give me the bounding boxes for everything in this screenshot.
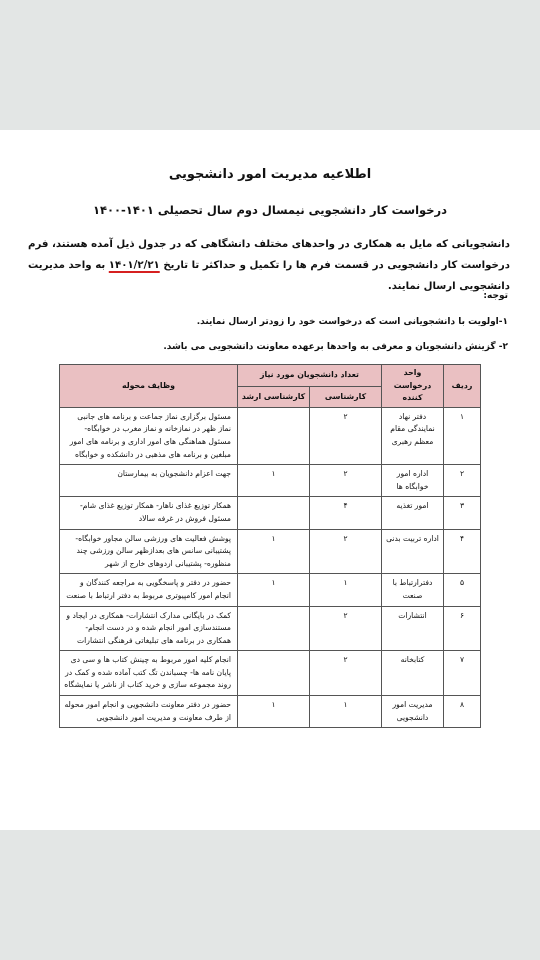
document-page <box>0 130 540 830</box>
requesting-unit: اداره تربیت بدنی <box>382 529 444 574</box>
intro-paragraph <box>28 234 510 297</box>
master-count: ۱ <box>238 465 310 497</box>
student-work-table <box>59 364 481 728</box>
row-number: ۴ <box>444 529 481 574</box>
intro-text-start: دانشجویانی که مایل به همکاری در واحدهای مختلف دانشگاهی که در جدول ذیل آمده هستند، فرم درخواست کار دانشجویی در قسمت فرم ها را تکمیل و حداکثر تا تاریخ <box>28 239 510 271</box>
document-title: اطلاعیه مدیریت امور دانشجویی <box>168 167 372 182</box>
table-row <box>60 407 481 464</box>
note-item-1: ۱-اولویت با دانشجویانی است که درخواست خود را زودتر ارسال نمایند. <box>196 317 508 327</box>
header-bachelor: کارشناسی <box>310 386 382 407</box>
duties: حضور در دفتر معاونت دانشجویی و انجام امور محوله از طرف معاونت و مدیریت امور دانشجویی <box>60 696 238 728</box>
requesting-unit: اداره امور خوابگاه ها <box>382 465 444 497</box>
row-number: ۷ <box>444 651 481 696</box>
duties: مسئول برگزاری نماز جماعت و برنامه های جانبی نماز ظهر در نمازخانه و نماز مغرب در خوابگاه-مسئول هماهنگی های امور اداری و برنامه های امور مبلغین و برنامه های مذهبی در دانشکده و خوابگاه <box>60 407 238 464</box>
duties: کمک در بایگانی مدارک انتشارات- همکاری در ایجاد و مستندسازی امور انجام شده و در دست انجام-همکاری در برنامه های تبلیغاتی فرهنگی انتشارات <box>60 606 238 651</box>
bachelor-count: ۲ <box>310 606 382 651</box>
deadline-date: ۱۴۰۱/۲/۲۱ <box>108 260 160 271</box>
document-subtitle: درخواست کار دانشجویی نیمسال دوم سال تحصیلی ۱۴۰۱-۱۴۰۰ <box>92 203 448 217</box>
table-row <box>60 696 481 728</box>
row-number: ۶ <box>444 606 481 651</box>
requesting-unit: دفتر نهاد نمایندگی مقام معظم رهبری <box>382 407 444 464</box>
master-count <box>238 606 310 651</box>
bachelor-count: ۴ <box>310 497 382 529</box>
table-row <box>60 606 481 651</box>
header-duties: وظایف محوله <box>60 365 238 408</box>
duties: جهت اعزام دانشجویان به بیمارستان <box>60 465 238 497</box>
row-number: ۱ <box>444 407 481 464</box>
table-row <box>60 465 481 497</box>
bachelor-count: ۱ <box>310 574 382 606</box>
row-number: ۸ <box>444 696 481 728</box>
bachelor-count: ۲ <box>310 407 382 464</box>
bachelor-count: ۱ <box>310 696 382 728</box>
header-master: کارشناسی ارشد <box>238 386 310 407</box>
duties: پوشش فعالیت های ورزشی سالن مجاور خوابگاه-پشتیبانی سانس های بعدازظهر سالن ورزشی چند منظوره- پشتیبانی اردوهای خارج از شهر <box>60 529 238 574</box>
master-count: ۱ <box>238 696 310 728</box>
requesting-unit: دفترارتباط با صنعت <box>382 574 444 606</box>
duties: انجام کلیه امور مربوط به چینش کتاب ها و سی دی پایان نامه ها- چسباندن تگ کتب آماده شده و کمک در روند مجموعه سازی و خرید کتاب از ناشر یا نمایشگاه <box>60 651 238 696</box>
requesting-unit: انتشارات <box>382 606 444 651</box>
header-requesting-unit: واحد درخواست کننده <box>382 365 444 408</box>
header-row-number: ردیف <box>444 365 481 408</box>
requesting-unit: کتابخانه <box>382 651 444 696</box>
row-number: ۵ <box>444 574 481 606</box>
bachelor-count: ۲ <box>310 529 382 574</box>
note-heading: توجه: <box>483 291 508 301</box>
table-row <box>60 497 481 529</box>
header-students-needed: تعداد دانشجویان مورد نیاز <box>238 365 382 387</box>
duties: حضور در دفتر و پاسخگویی به مراجعه کنندگان و انجام امور کامپیوتری مربوط به دفتر ارتباط با صنعت <box>60 574 238 606</box>
table-row <box>60 574 481 606</box>
bachelor-count: ۲ <box>310 465 382 497</box>
note-item-2: ۲- گزینش دانشجویان و معرفی به واحدها برعهده معاونت دانشجویی می باشد. <box>163 342 508 352</box>
row-number: ۳ <box>444 497 481 529</box>
bachelor-count: ۲ <box>310 651 382 696</box>
row-number: ۲ <box>444 465 481 497</box>
requesting-unit: مدیریت امور دانشجویی <box>382 696 444 728</box>
master-count: ۱ <box>238 574 310 606</box>
master-count: ۱ <box>238 529 310 574</box>
master-count <box>238 497 310 529</box>
intro-text-end: به واحد مدیریت دانشجویی ارسال نمایند. <box>28 260 510 292</box>
requesting-unit: امور تغذیه <box>382 497 444 529</box>
master-count <box>238 407 310 464</box>
duties: همکار توزیع غذای ناهار- همکار توزیع غذای شام-مسئول فروش در غرفه سالاد <box>60 497 238 529</box>
master-count <box>238 651 310 696</box>
table-row <box>60 529 481 574</box>
table-row <box>60 651 481 696</box>
